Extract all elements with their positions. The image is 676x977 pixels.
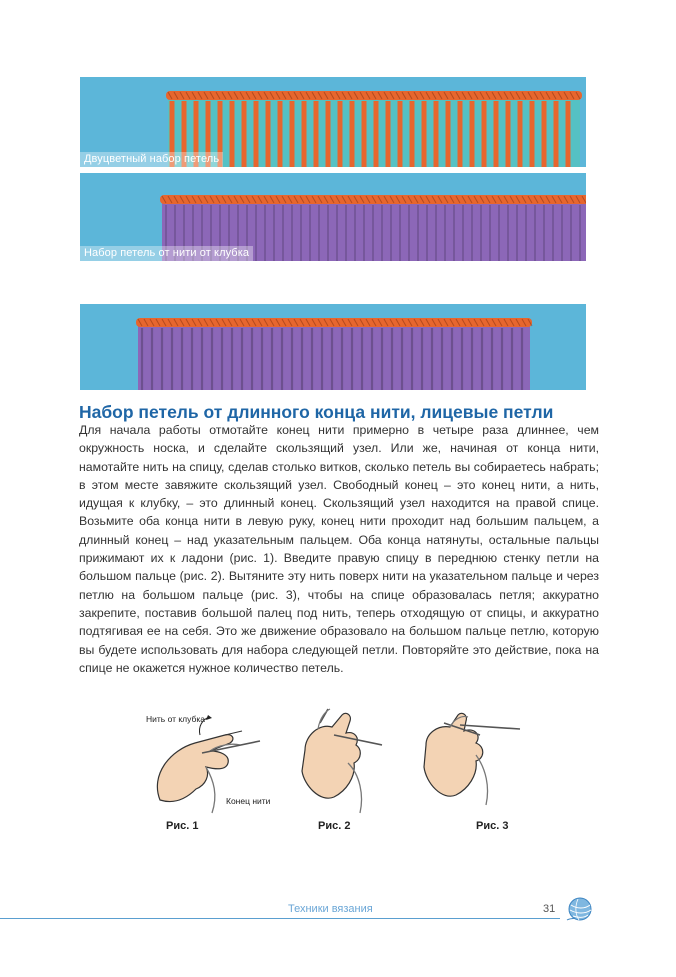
figure-3 (420, 705, 570, 835)
photo-caption: Двуцветный набор петель (80, 152, 223, 167)
figure-label: Рис. 3 (476, 820, 509, 832)
photo-two-color-cast-on (80, 77, 586, 167)
figure-label: Рис. 1 (166, 820, 199, 832)
footer-divider (0, 918, 560, 919)
figure-1 (140, 705, 290, 835)
hand-illustration-2 (290, 705, 440, 815)
annotation-yarn-tail: Конец нити (226, 796, 271, 806)
photo-long-tail-cast-on (80, 304, 586, 390)
annotation-ball-yarn: Нить от клубка (146, 714, 205, 724)
knitted-swatch-ribbed (80, 304, 586, 390)
figure-label: Рис. 2 (318, 820, 351, 832)
instructions-paragraph: Для начала работы отмотайте конец нити примерно в четыре раза длиннее, чем окружность носка, и сделайте скользящий узел. Или же, начиная от конца нити, намотайте нить на спицу, сделав столько витков, сколько петель вы собираетесь набрать; в этом месте завяжите скользящий узел. Свободный конец – это конец нити, а нить, идущая к клубку, – это длинный конец. Скользящий узел находится на правой спице. Возьмите оба конца нити в левую руку, конец нити проходит над большим пальцем, а длинный конец – над указательным пальцем. Оба конца натянуты, остальные пальцы прижимают их к ладони (рис. 1). Введите правую спицу в переднюю стенку петли на большом пальце (рис. 2). Вытяните эту нить поверх нити на указательном пальце и через петлю на большом пальце (рис. 3), чтобы на спице образовалась петля; аккуратно закрепите, поставив большой палец под нить, теперь отходящую от спицы, и аккуратно подтягивая ее на себя. Это же движение образовало на большом пальце петлю, которую вы будете использовать для набора следующей петли. Повторяйте это действие, пока на спице не окажется нужное количество петель. (79, 423, 599, 675)
photo-caption: Набор петель от нити от клубка (80, 246, 253, 261)
photo-ball-yarn-cast-on (80, 173, 586, 261)
section-heading: Набор петель от длинного конца нити, лицевые петли (79, 402, 554, 422)
hand-illustration-3 (420, 705, 570, 815)
page-number: 31 (543, 903, 556, 915)
footer-section-title: Техники вязания (288, 903, 373, 915)
yarn-ball-icon (565, 896, 595, 922)
figure-2 (290, 705, 440, 835)
